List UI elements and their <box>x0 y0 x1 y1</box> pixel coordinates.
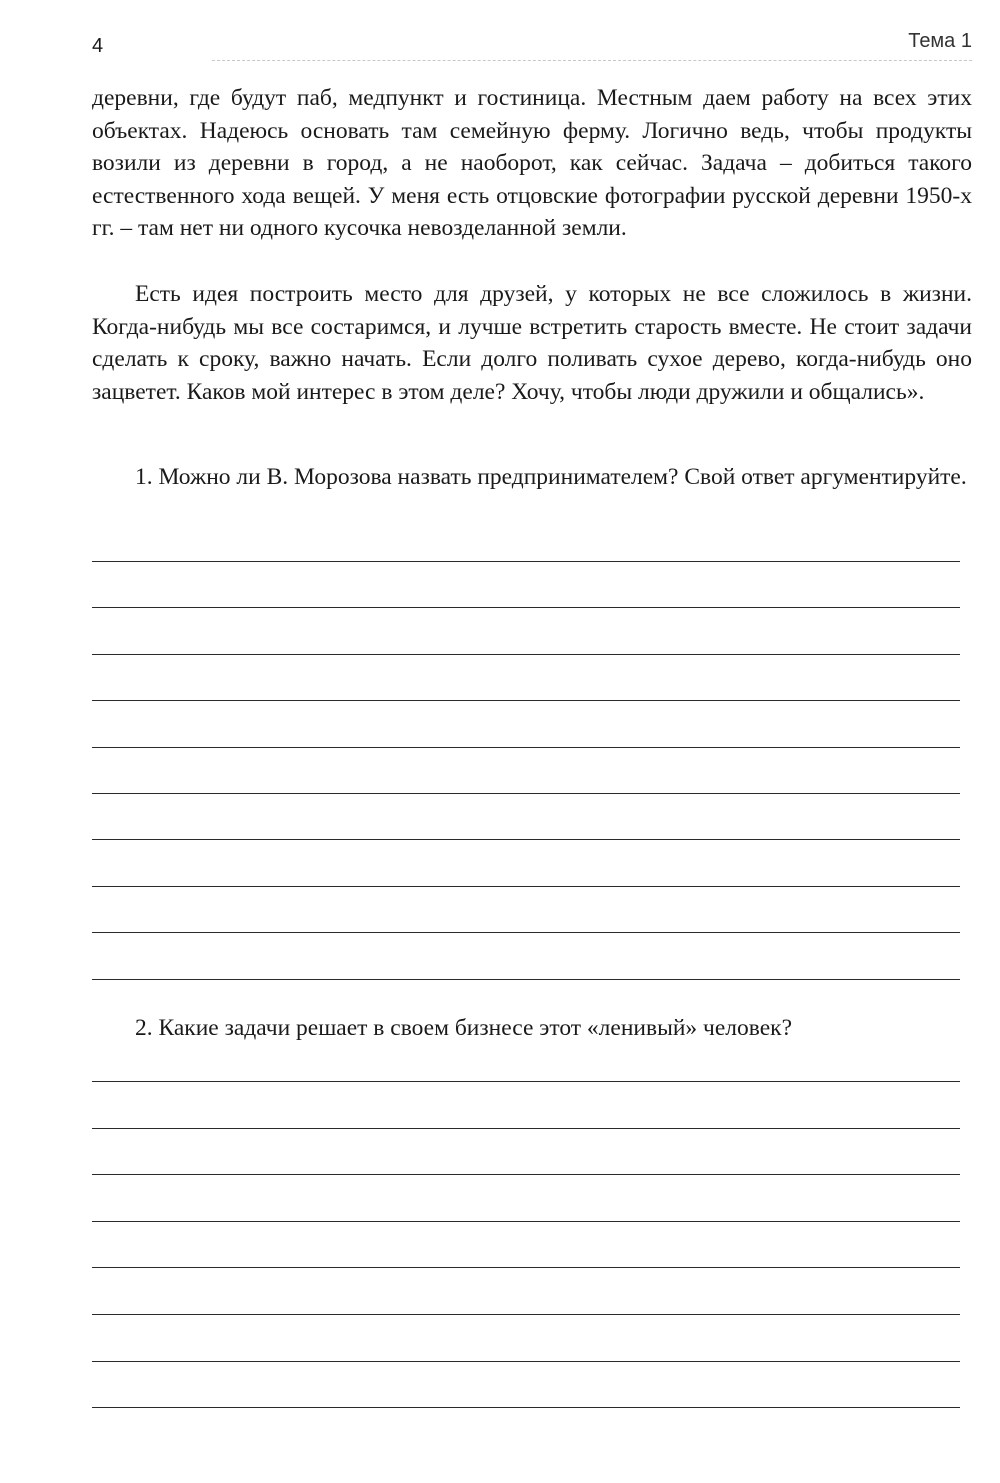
answer-line[interactable] <box>92 1128 960 1129</box>
answer-line[interactable] <box>92 1221 960 1222</box>
answer-line[interactable] <box>92 607 960 608</box>
answer-line[interactable] <box>92 1361 960 1362</box>
answer-line[interactable] <box>92 793 960 794</box>
answer-line[interactable] <box>92 1267 960 1268</box>
answer-line[interactable] <box>92 1174 960 1175</box>
answer-line[interactable] <box>92 1407 960 1408</box>
page-header <box>92 30 972 66</box>
answer-line[interactable] <box>92 886 960 887</box>
answer-line[interactable] <box>92 979 960 980</box>
question-1: 1. Можно ли В. Морозова назвать предпринимателем? Свой ответ аргументируйте. <box>135 464 967 490</box>
answer-line[interactable] <box>92 1314 960 1315</box>
header-rule <box>212 60 972 61</box>
question-2: 2. Какие задачи решает в своем бизнесе этот «ленивый» человек? <box>135 1015 793 1041</box>
body-paragraph-2: Есть идея построить место для друзей, у которых не все сложилось в жизни. Когда-нибудь мы все состаримся, и лучше встретить старость вместе. Не стоит задачи сделать к сроку, важно начать. Если долго поливать сухое дерево, когда-нибудь оно зацветет. Каков мой интерес в этом деле? Хочу, чтобы люди дружили и общались». <box>92 281 972 405</box>
answer-line[interactable] <box>92 654 960 655</box>
answer-line[interactable] <box>92 1081 960 1082</box>
running-title: Тема 1 <box>908 30 972 52</box>
answer-line[interactable] <box>92 747 960 748</box>
body-paragraph-1: деревни, где будут паб, медпункт и гостиница. Местным даем работу на всех этих объектах. Надеюсь основать там семейную ферму. Логично ведь, чтобы продукты возили из деревни в город, а не наоборот, как сейчас. Задача – добиться такого естественного хода вещей. У меня есть отцовские фотографии русской деревни 1950-х гг. – там нет ни одного кусочка невозделанной земли. <box>92 85 972 242</box>
page-number: 4 <box>92 35 104 57</box>
answer-line[interactable] <box>92 700 960 701</box>
answer-line[interactable] <box>92 561 960 562</box>
answer-line[interactable] <box>92 932 960 933</box>
answer-line[interactable] <box>92 839 960 840</box>
